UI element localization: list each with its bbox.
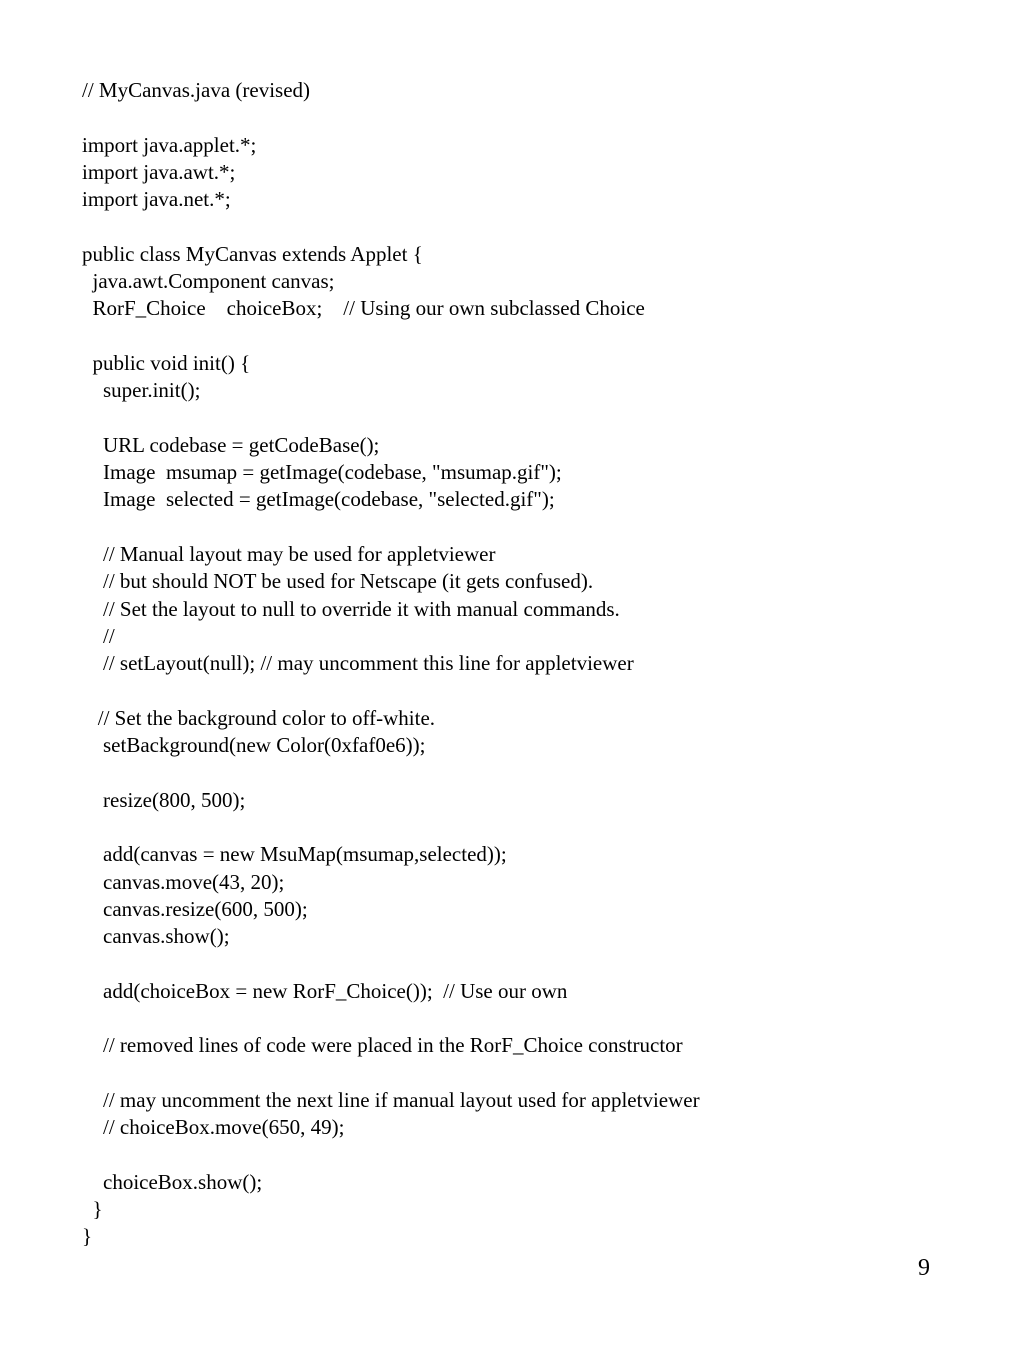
code-line: java.awt.Component canvas; <box>82 269 335 294</box>
code-line: add(choiceBox = new RorF_Choice()); // Use our own <box>82 978 568 1003</box>
code-line <box>82 1142 700 1169</box>
code-line <box>82 514 700 541</box>
code-line: add(canvas = new MsuMap(msumap,selected)); <box>82 842 507 867</box>
code-line: URL codebase = getCodeBase(); <box>82 432 380 457</box>
code-line: resize(800, 500); <box>82 787 246 812</box>
code-line <box>82 104 700 131</box>
code-line: import java.net.*; <box>82 187 231 212</box>
code-line: import java.awt.*; <box>82 159 236 184</box>
code-line: canvas.resize(600, 500); <box>82 896 308 921</box>
code-line <box>82 213 700 240</box>
code-line: Image msumap = getImage(codebase, "msumap.gif"); <box>82 460 562 485</box>
code-line <box>82 759 700 786</box>
code-line: // Set the layout to null to override it with manual commands. <box>82 596 620 621</box>
code-line <box>82 1060 700 1087</box>
code-line: Image selected = getImage(codebase, "selected.gif"); <box>82 487 555 512</box>
code-line: // MyCanvas.java (revised) <box>82 78 311 102</box>
code-line: setBackground(new Color(0xfaf0e6)); <box>82 733 426 758</box>
code-line <box>82 1005 700 1032</box>
code-line: } <box>82 1224 93 1249</box>
page-number: 9 <box>918 1255 930 1281</box>
code-line <box>82 678 700 705</box>
code-line: super.init(); <box>82 378 201 403</box>
code-line <box>82 814 700 841</box>
code-line: public void init() { <box>82 350 251 375</box>
code-line: canvas.show(); <box>82 924 230 949</box>
code-line: // choiceBox.move(650, 49); <box>82 1115 345 1140</box>
code-line: choiceBox.show(); <box>82 1169 263 1194</box>
code-line: } <box>82 1197 103 1222</box>
code-line <box>82 323 700 350</box>
code-line: public class MyCanvas extends Applet { <box>82 241 423 266</box>
code-line: // may uncomment the next line if manual layout used for appletviewer <box>82 1087 700 1112</box>
code-line: canvas.move(43, 20); <box>82 869 285 894</box>
code-line: // setLayout(null); // may uncomment this line for appletviewer <box>82 651 634 676</box>
code-line: // Set the background color to off-white. <box>82 705 436 730</box>
code-line: import java.applet.*; <box>82 132 257 157</box>
code-line: // <box>82 623 115 648</box>
code-line <box>82 405 700 432</box>
code-line: // but should NOT be used for Netscape (it gets confused). <box>82 569 594 594</box>
code-line: RorF_Choice choiceBox; // Using our own subclassed Choice <box>82 296 645 321</box>
code-line: // Manual layout may be used for appletviewer <box>82 542 496 567</box>
code-line: // removed lines of code were placed in the RorF_Choice constructor <box>82 1033 683 1058</box>
code-listing <box>82 77 700 1251</box>
code-line <box>82 951 700 978</box>
